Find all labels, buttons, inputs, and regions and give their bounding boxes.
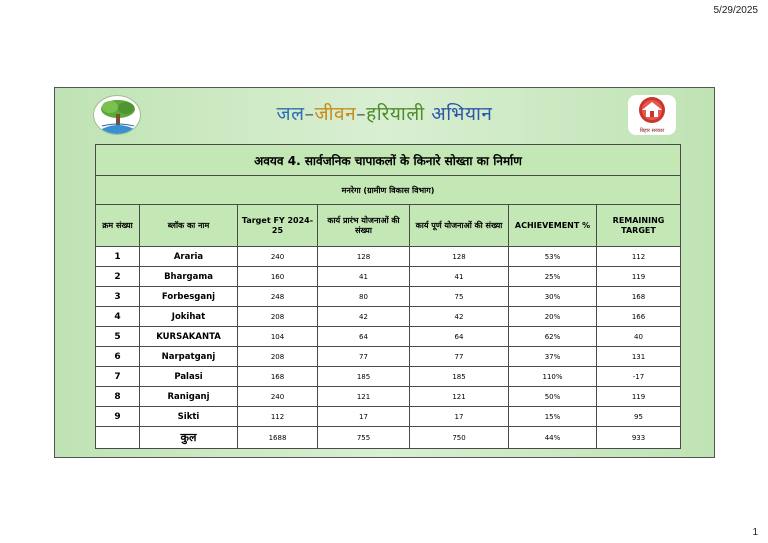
cell-target: 104	[238, 327, 318, 347]
cell-achievement: 30%	[509, 287, 597, 307]
cell-completed: 77	[410, 347, 509, 367]
title-dash: –	[304, 103, 315, 125]
total-completed: 750	[410, 427, 509, 449]
cell-completed: 128	[410, 247, 509, 267]
cell-target: 168	[238, 367, 318, 387]
total-serial	[96, 427, 140, 449]
cell-completed: 64	[410, 327, 509, 347]
cell-achievement: 53%	[509, 247, 597, 267]
cell-target: 208	[238, 307, 318, 327]
table-row	[96, 367, 681, 387]
cell-serial: 8	[96, 387, 140, 407]
cell-completed: 42	[410, 307, 509, 327]
cell-achievement: 62%	[509, 327, 597, 347]
total-label: कुल	[140, 427, 238, 449]
cell-block: Bhargama	[140, 267, 238, 287]
cell-started: 80	[318, 287, 410, 307]
table-row	[96, 347, 681, 367]
cell-block: KURSAKANTA	[140, 327, 238, 347]
cell-block: Narpatganj	[140, 347, 238, 367]
column-header-started: कार्य प्रारंभ योजनाओं की संख्या	[318, 205, 410, 247]
cell-achievement: 15%	[509, 407, 597, 427]
table-row	[96, 307, 681, 327]
title-hariyali: हरियाली	[366, 103, 425, 125]
cell-remaining: 119	[597, 267, 681, 287]
cell-achievement: 110%	[509, 367, 597, 387]
cell-remaining: 40	[597, 327, 681, 347]
cell-block: Jokihat	[140, 307, 238, 327]
cell-block: Palasi	[140, 367, 238, 387]
cell-started: 128	[318, 247, 410, 267]
slide	[54, 87, 715, 458]
cell-remaining: -17	[597, 367, 681, 387]
cell-serial: 1	[96, 247, 140, 267]
cell-serial: 7	[96, 367, 140, 387]
cell-block: Raniganj	[140, 387, 238, 407]
table-subtitle-row	[96, 176, 681, 205]
cell-started: 77	[318, 347, 410, 367]
cell-remaining: 112	[597, 247, 681, 267]
cell-achievement: 25%	[509, 267, 597, 287]
cell-remaining: 168	[597, 287, 681, 307]
cell-block: Sikti	[140, 407, 238, 427]
cell-serial: 9	[96, 407, 140, 427]
bihar-government-seal	[628, 95, 676, 135]
cell-started: 121	[318, 387, 410, 407]
column-header-achievement: ACHIEVEMENT %	[509, 205, 597, 247]
cell-achievement: 37%	[509, 347, 597, 367]
table-subtitle: मनरेगा (ग्रामीण विकास विभाग)	[96, 176, 681, 205]
table-title: अवयव 4. सार्वजनिक चापाकलों के किनारे सोख्ता का निर्माण	[96, 145, 681, 176]
cell-started: 17	[318, 407, 410, 427]
cell-serial: 2	[96, 267, 140, 287]
column-header-block: ब्लॉक का नाम	[140, 205, 238, 247]
cell-remaining: 131	[597, 347, 681, 367]
table-row	[96, 287, 681, 307]
page-number: 1	[752, 527, 758, 538]
total-started: 755	[318, 427, 410, 449]
cell-completed: 17	[410, 407, 509, 427]
column-header-target: Target FY 2024-25	[238, 205, 318, 247]
cell-achievement: 50%	[509, 387, 597, 407]
cell-target: 160	[238, 267, 318, 287]
cell-block: Forbesganj	[140, 287, 238, 307]
cell-serial: 3	[96, 287, 140, 307]
cell-completed: 121	[410, 387, 509, 407]
column-header-remaining: REMAINING TARGET	[597, 205, 681, 247]
cell-serial: 5	[96, 327, 140, 347]
title-abhiyan: अभियान	[424, 103, 493, 125]
total-target: 1688	[238, 427, 318, 449]
table-title-row	[96, 145, 681, 176]
cell-started: 41	[318, 267, 410, 287]
cell-target: 240	[238, 247, 318, 267]
column-header-serial: क्रम संख्या	[96, 205, 140, 247]
cell-target: 208	[238, 347, 318, 367]
seal-emblem-icon	[628, 95, 676, 127]
cell-started: 42	[318, 307, 410, 327]
cell-remaining: 119	[597, 387, 681, 407]
table-row	[96, 267, 681, 287]
cell-remaining: 95	[597, 407, 681, 427]
cell-started: 64	[318, 327, 410, 347]
title-jeevan: जीवन	[314, 103, 357, 125]
table-row	[96, 387, 681, 407]
seal-caption: बिहार सरकार	[639, 128, 665, 134]
table-header-row	[96, 205, 681, 247]
table-row	[96, 407, 681, 427]
column-header-completed: कार्य पूर्ण योजनाओं की संख्या	[410, 205, 509, 247]
cell-target: 112	[238, 407, 318, 427]
print-date: 5/29/2025	[713, 5, 758, 16]
cell-serial: 6	[96, 347, 140, 367]
data-table	[95, 144, 681, 449]
cell-remaining: 166	[597, 307, 681, 327]
cell-started: 185	[318, 367, 410, 387]
cell-serial: 4	[96, 307, 140, 327]
total-remaining: 933	[597, 427, 681, 449]
cell-target: 240	[238, 387, 318, 407]
cell-completed: 41	[410, 267, 509, 287]
total-achievement: 44%	[509, 427, 597, 449]
cell-target: 248	[238, 287, 318, 307]
table-row	[96, 247, 681, 267]
cell-completed: 185	[410, 367, 509, 387]
cell-achievement: 20%	[509, 307, 597, 327]
cell-completed: 75	[410, 287, 509, 307]
title-jal: जल	[276, 103, 305, 125]
title-dash: –	[356, 103, 367, 125]
banner	[55, 88, 714, 140]
table-row	[96, 327, 681, 347]
table-total-row	[96, 427, 681, 449]
cell-block: Araria	[140, 247, 238, 267]
campaign-title	[55, 100, 714, 126]
